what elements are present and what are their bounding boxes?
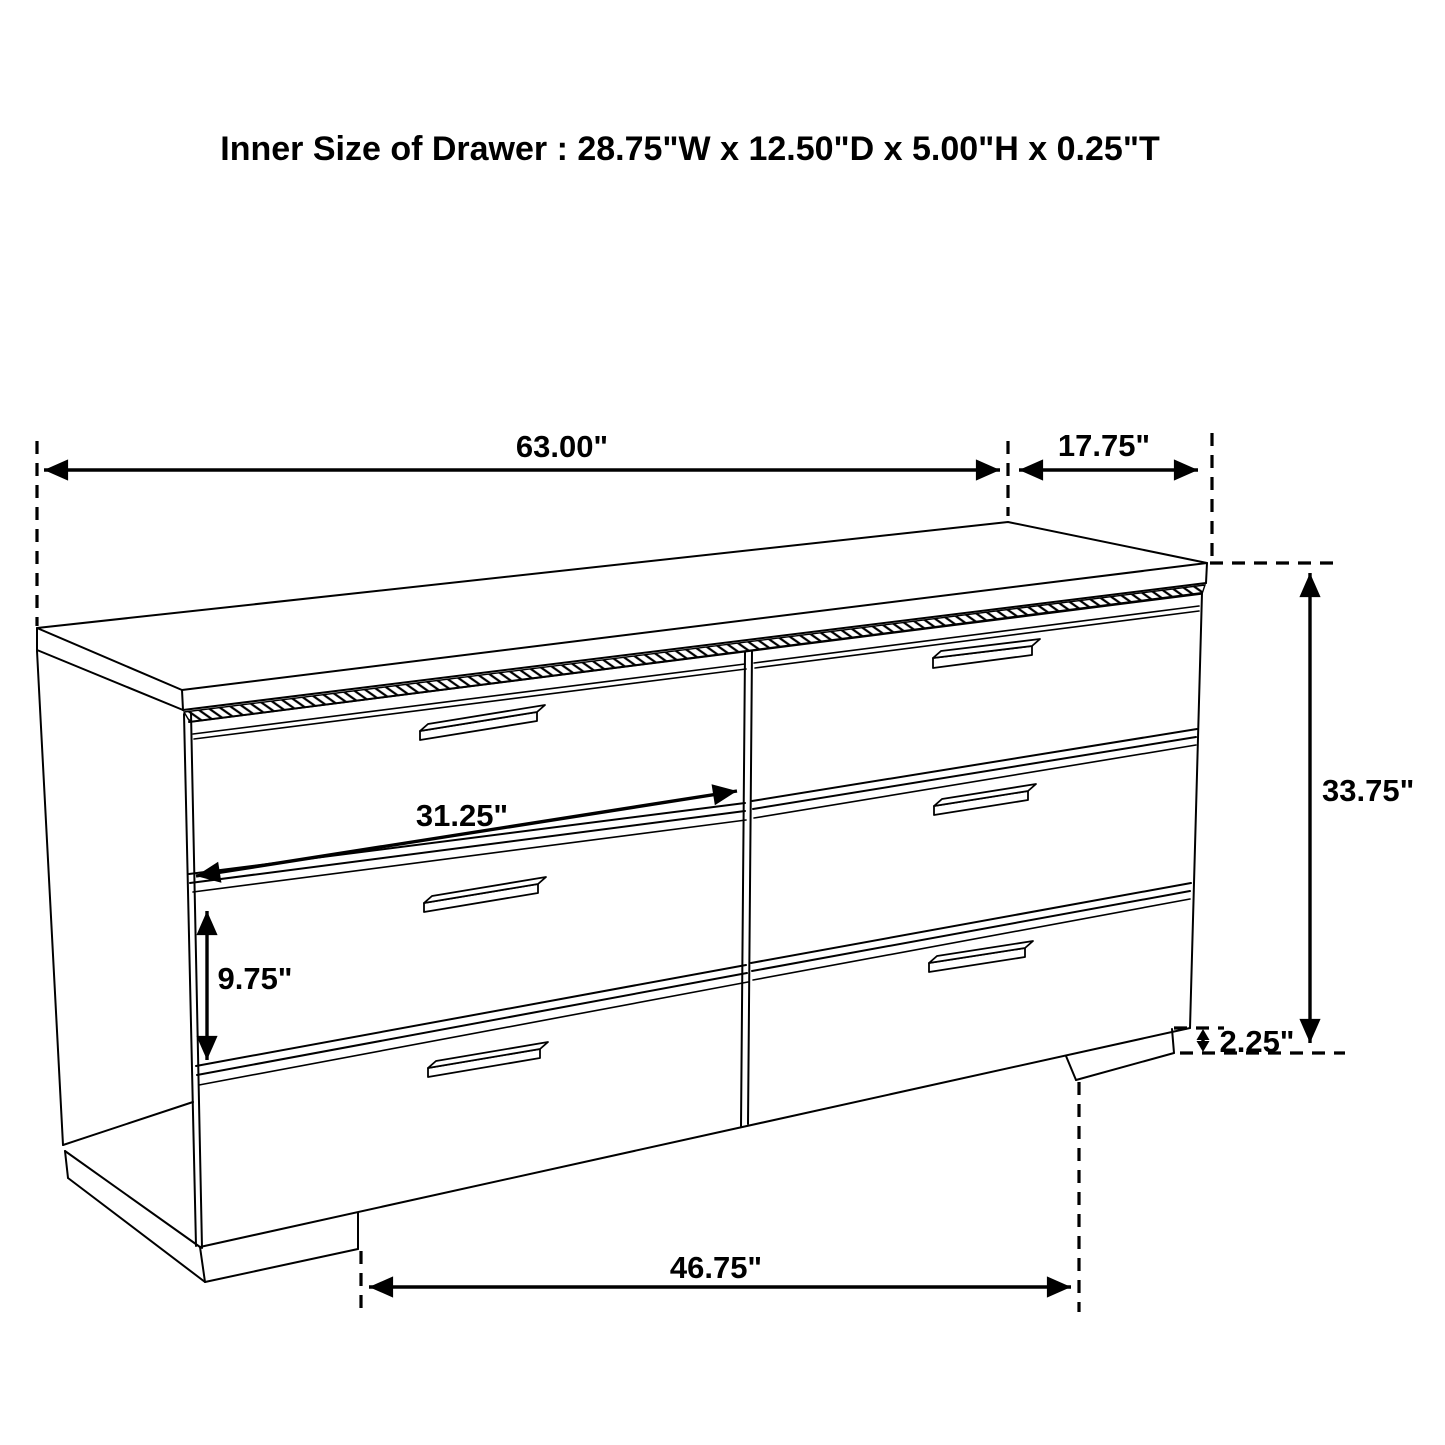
overall-height-label: 33.75" bbox=[1322, 773, 1415, 808]
dimension-depth bbox=[1019, 428, 1198, 470]
extension-lines bbox=[37, 433, 1345, 1312]
dimension-overall-height bbox=[1310, 573, 1414, 1043]
left-side-panel bbox=[37, 651, 193, 1145]
dimension-base-span bbox=[369, 1250, 1071, 1287]
drawer-handles bbox=[420, 639, 1040, 1077]
drawer-height-label: 9.75" bbox=[217, 961, 293, 996]
leg-height-label: 2.25" bbox=[1219, 1024, 1295, 1059]
drawer-front-edges bbox=[189, 606, 1199, 1085]
top-reveal-hatch-strip bbox=[184, 585, 1205, 722]
dimension-drawer-width bbox=[196, 791, 737, 876]
dimension-drawer-height bbox=[207, 911, 293, 1060]
depth-label: 17.75" bbox=[1057, 428, 1151, 463]
page-title: Inner Size of Drawer : 28.75"W x 12.50"D x 5.00"H x 0.25"T bbox=[220, 130, 1160, 168]
overall-width-label: 63.00" bbox=[515, 429, 609, 464]
plinth-legs bbox=[65, 1029, 1174, 1282]
dimension-overall-width bbox=[44, 429, 1000, 470]
drawer-width-label: 31.25" bbox=[415, 798, 509, 833]
base-span-label: 46.75" bbox=[669, 1250, 763, 1285]
